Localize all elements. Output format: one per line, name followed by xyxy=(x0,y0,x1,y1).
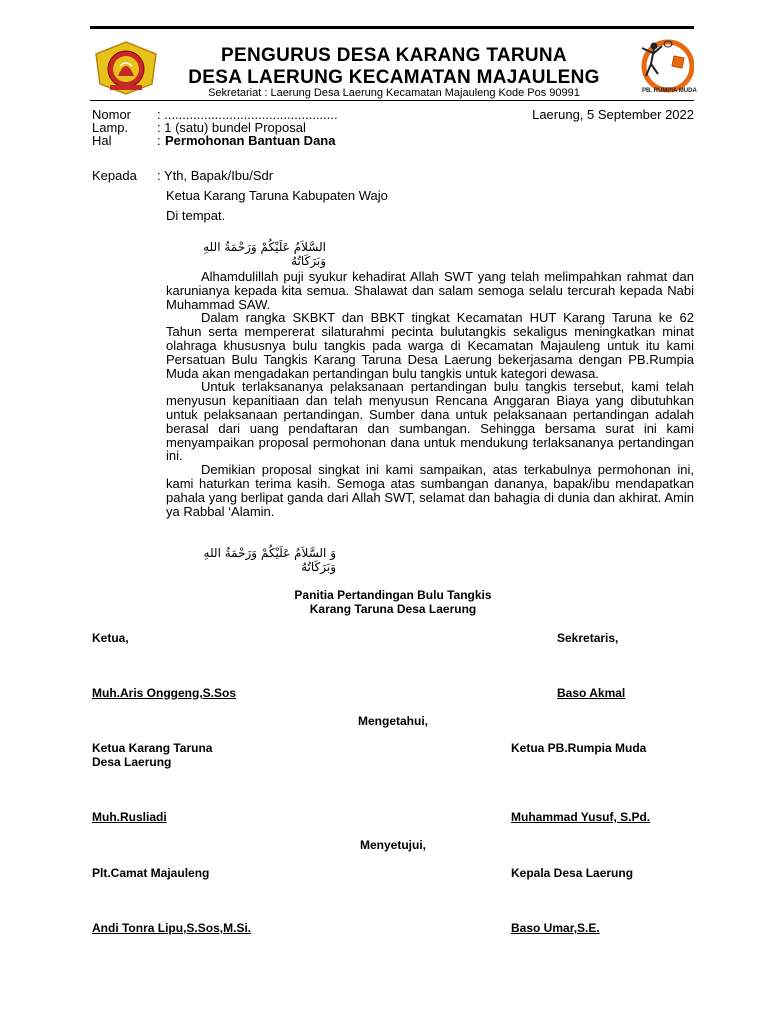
letter-body xyxy=(166,270,694,518)
pb-name: Muhammad Yusuf, S.Pd. xyxy=(511,810,651,824)
committee-line-1: Panitia Pertandingan Bulu Tangkis xyxy=(294,588,492,602)
kt-name: Muh.Rusliadi xyxy=(92,810,167,824)
greeting-closing: وَ السَّلاَمُ عَلَيْكُمْ وَرَحْمَةُ اللهِ وَبَرَكَاتُهُ xyxy=(203,546,336,574)
menyetujui-label: Menyetujui, xyxy=(359,838,426,852)
top-rule xyxy=(90,26,694,29)
mengetahui-label: Mengetahui, xyxy=(357,714,428,728)
lamp-label: Lamp. xyxy=(92,120,129,135)
ketua-title: Ketua, xyxy=(92,631,129,645)
sekretaris-name: Baso Akmal xyxy=(557,686,626,700)
recipient-line-2: Ketua Karang Taruna Kabupaten Wajo xyxy=(166,188,388,203)
letterhead-address: Sekretariat : Laerung Desa Laerung Kecamatan Majauleng Kode Pos 90991 xyxy=(208,87,580,99)
hal-separator: : xyxy=(157,133,161,148)
ketua-name: Muh.Aris Onggeng,S.Sos xyxy=(92,686,237,700)
letter-date: Laerung, 5 September 2022 xyxy=(532,107,694,122)
camat-name: Andi Tonra Lipu,S.Sos,M.Si. xyxy=(92,921,252,935)
nomor-label: Nomor xyxy=(92,107,132,122)
pb-rumpia-logo-text: PB. RUMPIA MUDA xyxy=(642,88,697,94)
recipient-line-1: : Yth, Bapak/Ibu/Sdr xyxy=(157,168,274,183)
pb-title: Ketua PB.Rumpia Muda xyxy=(511,741,647,755)
paragraph-2: Dalam rangka SKBKT dan BBKT tingkat Kecamatan HUT Karang Taruna ke 62 Tahun serta mempererat silaturahmi pecinta bulutangkis sekaligus meningkatkan minat olahraga khususnya bulu tangkis pada warga di Kecamatan Majauleng untuk itu kami Persatuan Bulu Tangkis Karang Taruna Desa Laerung bekerjasama dengan PB.Rumpia Muda akan mengadakan pertandingan bulu tangkis untuk kategori dewasa. xyxy=(166,310,694,381)
hal-label: Hal xyxy=(92,133,112,148)
camat-title: Plt.Camat Majauleng xyxy=(92,866,210,880)
paragraph-4: Demikian proposal singkat ini kami sampaikan, atas terkabulnya permohonan ini, kami haturkan terima kasih. Semoga atas sumbangan dananya, bapak/ibu mendapatkan pahala yang berlipat ganda dari Allah SWT, selamat dan bahagia di dunia dan akhirat. Amin ya Rabbal ‘Alamin. xyxy=(166,462,694,519)
pb-rumpia-muda-logo xyxy=(624,36,697,98)
kt-title-line-1: Ketua Karang Taruna xyxy=(92,741,213,755)
committee-line-2: Karang Taruna Desa Laerung xyxy=(309,602,477,616)
nomor-value: : ................................................ xyxy=(157,107,338,122)
kades-name: Baso Umar,S.E. xyxy=(511,921,600,935)
lamp-value: : 1 (satu) bundel Proposal xyxy=(157,120,306,135)
hal-value: Permohonan Bantuan Dana xyxy=(165,133,336,148)
sekretaris-title: Sekretaris, xyxy=(557,631,619,645)
letterhead-title-1: PENGURUS DESA KARANG TARUNA xyxy=(221,45,567,66)
kepada-label: Kepada xyxy=(92,168,137,183)
greeting-opening: السَّلاَمُ عَلَيْكُمْ وَرَحْمَةُ اللهِ وَبَرَكَاتُهُ xyxy=(203,240,326,268)
recipient-line-3: Di tempat. xyxy=(166,208,226,223)
letterhead-title-2: DESA LAERUNG KECAMATAN MAJAULENG xyxy=(188,67,600,88)
paragraph-1: Alhamdulillah puji syukur kehadirat Allah SWT yang telah melimpahkan rahmat dan karunianya kepada kita semua. Shalawat dan salam semoga selalu tercurah kepada Nabi Muhammad SAW. xyxy=(166,269,694,312)
kt-title-line-2: Desa Laerung xyxy=(92,755,172,769)
paragraph-3: Untuk terlaksananya pelaksanaan pertandingan bulu tangkis tersebut, kami telah menyusun kepanitiaan dan telah menyusun Rencana Anggaran Biaya yang dibutuhkan untuk pelaksanaan pertandingan. Sumber dana untuk pelaksanaan pertandingan adalah berasal dari uang pendaftaran dan sumbangan. Sehingga bersama surat ini kami menyampaikan proposal permohonan dana untuk mendukung terlaksananya pertandingan ini. xyxy=(166,379,694,464)
kades-title: Kepala Desa Laerung xyxy=(511,866,634,880)
header-rule xyxy=(90,100,694,101)
